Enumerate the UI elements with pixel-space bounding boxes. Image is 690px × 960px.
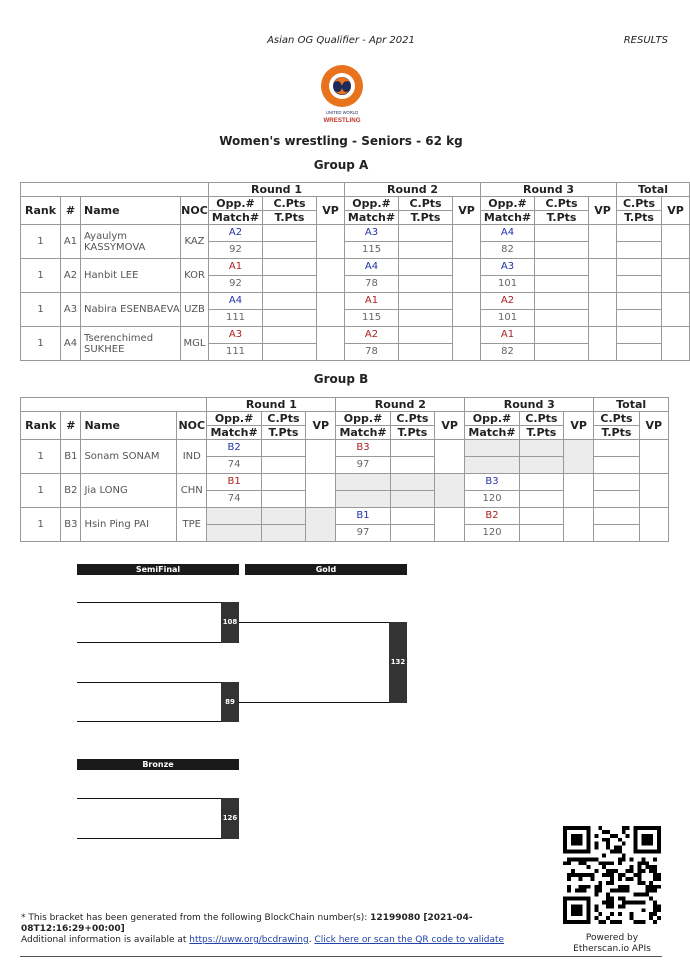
table-row [21,440,669,457]
gold-top-line [239,622,390,623]
total-cpts-header: C.Pts [617,197,662,211]
semi1-bottom-line [77,642,222,643]
r1-vp-header: VP [317,197,345,225]
match-cell: 82 [481,344,535,361]
round1-header: Round 1 [207,398,336,412]
noc-cell: UZB [181,293,209,327]
match-cell: 115 [345,242,399,259]
opp-cell: A2 [209,225,263,242]
r2-tpts-header: T.Pts [390,426,434,440]
rank-cell: 1 [21,225,61,259]
rank-cell: 1 [21,259,61,293]
noc-cell: MGL [181,327,209,361]
name-header: Name [81,197,181,225]
seed-cell: B2 [61,474,81,508]
seed-cell: A2 [61,259,81,293]
match-cell: 101 [481,276,535,293]
logo-line1: UNITED WORLD [325,110,359,115]
gold-header: Gold [245,564,407,575]
match-cell: 120 [465,525,519,542]
round2-header: Round 2 [336,398,465,412]
seed-cell: A4 [61,327,81,361]
noc-header: NOC [181,197,209,225]
qr-code[interactable] [563,826,661,924]
r2-vp-header: VP [453,197,481,225]
num-header: # [61,197,81,225]
opp-cell: B2 [207,440,261,457]
r1-cpts-header: C.Pts [263,197,317,211]
seed-cell: B3 [61,508,81,542]
match-cell: 97 [336,525,390,542]
logo-line2: WRESTLING [323,117,361,124]
noc-cell: TPE [177,508,207,542]
total-header: Total [617,183,690,197]
round3-header: Round 3 [465,398,594,412]
semifinal-header: SemiFinal [77,564,239,575]
match-cell: 101 [481,310,535,327]
num-header: # [61,412,81,440]
footnote-text: * This bracket has been generated from the following BlockChain number(s): [21,913,371,923]
athlete-name: Sonam SONAM [81,440,177,474]
match-cell: 78 [345,276,399,293]
r1-tpts-header: T.Pts [263,211,317,225]
r1-cpts-header: C.Pts [261,412,305,426]
table-row [21,474,669,491]
opp-cell: B3 [465,474,519,491]
match-cell: 92 [209,276,263,293]
match-cell: 115 [345,310,399,327]
athlete-name: Nabira ESENBAEVA [81,293,181,327]
athlete-name: Ayaulym KASSYMOVA [81,225,181,259]
r3-match-header: Match# [465,426,519,440]
athlete-name: Hanbit LEE [81,259,181,293]
page-title: Women's wrestling - Seniors - 62 kg [219,134,463,148]
gold-bottom-line [239,702,390,703]
athlete-name: Hsin Ping PAI [81,508,177,542]
semi2-bottom-line [77,721,222,722]
total-tpts-header: T.Pts [617,211,662,225]
r2-opp-header: Opp.# [345,197,399,211]
event-title: Asian OG Qualifier - Apr 2021 [267,35,415,46]
blockchain-number: 12199080 [2021-04-08T12:16:29+00:00] [21,913,473,934]
match-cell: 120 [465,491,519,508]
bronze-header: Bronze [77,759,239,770]
footnote: * This bracket has been generated from the following BlockChain number(s): 12199080 [2021-04-08T12:16:29+00:00] Additional information is available at https://uww.org/bcdrawing. Click here or scan the QR code to validate [21,913,505,945]
noc-cell: CHN [177,474,207,508]
rank-header: Rank [21,197,61,225]
r1-opp-header: Opp.# [209,197,263,211]
table-row [21,508,669,525]
r2-cpts-header: C.Pts [399,197,453,211]
opp-cell: A4 [209,293,263,310]
opp-cell: A1 [209,259,263,276]
r3-tpts-header: T.Pts [519,426,563,440]
bottom-rule [20,956,662,957]
total-cpts-header: C.Pts [594,412,639,426]
r2-cpts-header: C.Pts [390,412,434,426]
opp-cell: A4 [481,225,535,242]
opp-cell: B3 [336,440,390,457]
semi2-top-line [77,682,222,683]
powered-by: Powered by Etherscan.io APIs [573,933,651,954]
rank-header: Rank [21,412,61,440]
noc-cell: KOR [181,259,209,293]
opp-cell: A3 [345,225,399,242]
name-header: Name [81,412,177,440]
r3-opp-header: Opp.# [481,197,535,211]
match-cell: 74 [207,491,261,508]
group-a-title: Group A [313,158,369,172]
match-cell: 97 [336,457,390,474]
opp-cell: A4 [345,259,399,276]
r1-tpts-header: T.Pts [261,426,305,440]
semi1-top-line [77,602,222,603]
total-vp-header: VP [639,412,668,440]
r3-vp-header: VP [564,412,594,440]
r3-tpts-header: T.Pts [535,211,589,225]
r2-match-header: Match# [345,211,399,225]
r1-opp-header: Opp.# [207,412,261,426]
athlete-name: Tserenchimed SUKHEE [81,327,181,361]
seed-cell: A3 [61,293,81,327]
noc-header: NOC [177,412,207,440]
match-cell: 78 [345,344,399,361]
round2-header: Round 2 [345,183,481,197]
noc-cell: KAZ [181,225,209,259]
round1-header: Round 1 [209,183,345,197]
r1-match-header: Match# [209,211,263,225]
r3-match-header: Match# [481,211,535,225]
opp-cell: A1 [481,327,535,344]
validate-link[interactable]: Click here or scan the QR code to validate [314,935,505,945]
semi1-match-box: 108 [221,602,239,643]
total-vp-header: VP [662,197,690,225]
table-row [21,259,690,276]
seed-cell: B1 [61,440,81,474]
gold-match-box: 132 [389,622,407,703]
r2-tpts-header: T.Pts [399,211,453,225]
total-header: Total [594,398,669,412]
opp-cell: A3 [209,327,263,344]
results-label: RESULTS [623,35,668,46]
rank-cell: 1 [21,327,61,361]
semi2-match-box: 89 [221,682,239,722]
match-cell: 111 [209,344,263,361]
opp-cell: A2 [345,327,399,344]
r2-opp-header: Opp.# [336,412,390,426]
bronze-top-line [77,798,222,799]
r3-vp-header: VP [589,197,617,225]
athlete-name: Jia LONG [81,474,177,508]
opp-cell: A2 [481,293,535,310]
match-cell: 92 [209,242,263,259]
r2-vp-header: VP [435,412,465,440]
bcdrawing-link[interactable]: https://uww.org/bcdrawing [189,935,309,945]
match-cell: 74 [207,457,261,474]
r3-cpts-header: C.Pts [519,412,563,426]
total-tpts-header: T.Pts [594,426,639,440]
rank-cell: 1 [21,508,61,542]
opp-cell: B2 [465,508,519,525]
uww-logo [320,64,364,126]
table-row [21,293,690,310]
seed-cell: A1 [61,225,81,259]
bronze-bottom-line [77,838,222,839]
table-row [21,327,690,344]
group-b-title: Group B [313,372,369,386]
r3-opp-header: Opp.# [465,412,519,426]
opp-cell: B1 [207,474,261,491]
opp-cell: A1 [345,293,399,310]
match-cell: 111 [209,310,263,327]
round3-header: Round 3 [481,183,617,197]
footnote-info: Additional information is available at [21,935,190,945]
bronze-match-box: 126 [221,798,239,839]
rank-cell: 1 [21,474,61,508]
opp-cell: A3 [481,259,535,276]
group-a-table [20,182,690,361]
group-b-table [20,397,669,542]
match-cell: 82 [481,242,535,259]
r1-match-header: Match# [207,426,261,440]
r3-cpts-header: C.Pts [535,197,589,211]
r2-match-header: Match# [336,426,390,440]
rank-cell: 1 [21,293,61,327]
r1-vp-header: VP [306,412,336,440]
opp-cell: B1 [336,508,390,525]
table-row [21,225,690,242]
noc-cell: IND [177,440,207,474]
rank-cell: 1 [21,440,61,474]
